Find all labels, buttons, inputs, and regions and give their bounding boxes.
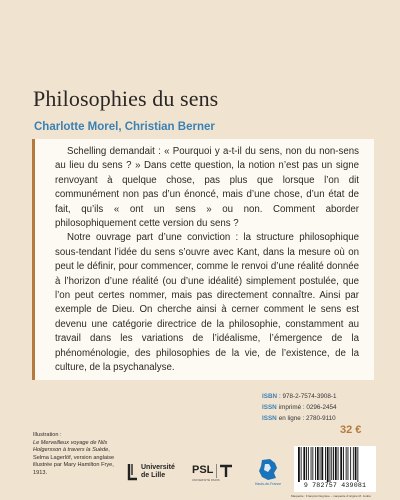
barcode-bar: [333, 447, 334, 480]
credits-rest: , Selma Lagerlöf, version anglaise illustrée par Mary Hamilton Frye, 1913.: [33, 447, 115, 476]
psl-label: PSL: [192, 464, 214, 476]
university-lille-logo: [127, 461, 175, 483]
blurb-paragraph-2: Notre ouvrage part d’une conviction : la structure philosophique sous-tendant l’idée du sens s’ouvre avec Kant, dans la mesure où on peut le définir, pour commencer, comme le renvoi d’une réalité donnée à l’horizon d’une réalité (ou d’une idéalité) simplement postulée, que l’on peut certes nommer, mais pas directement connaître. Ainsi par exemple de Dieu. On cherche ainsi à cerner comment le sens est devenu une catégorie directrice de la philosophie, constamment au travail dans les variations de l’idéalisme, l’émergence de la phénoménologie, des philosophies de la vie, de l’existence, de la culture, de la psychanalyse.: [55, 232, 359, 374]
barcode-digits: 9 782757 439081: [303, 482, 367, 489]
isbn-line: [262, 391, 374, 402]
barcode-bar: [312, 447, 313, 480]
isbn-key: ISBN: [262, 393, 278, 400]
barcode-bar: [355, 447, 357, 480]
barcode-bar: [331, 447, 332, 480]
barcode-bar: [301, 447, 302, 480]
issn-print-value: imprimé : 0296-2454: [278, 404, 337, 411]
barcode-bar: [350, 447, 351, 480]
price: 32 €: [340, 424, 362, 436]
barcode-bar: [346, 447, 347, 480]
barcode-bar: [353, 447, 354, 480]
barcode-bar: [317, 447, 319, 480]
barcode-bar: [330, 447, 331, 482]
region-logo: [253, 458, 283, 488]
barcode-bar: [357, 447, 358, 482]
psl-separator: [216, 464, 217, 478]
book-title: Philosophies du sens: [33, 86, 219, 111]
university-lille-mark-icon: [127, 462, 139, 482]
region-label: Hauts-de-France: [254, 482, 282, 486]
barcode-bar: [311, 447, 312, 480]
psl-t-mark-icon: [219, 464, 233, 478]
blurb-box: [32, 139, 374, 380]
barcode-bar: [306, 447, 307, 480]
blurb-paragraph-1: Schelling demandait : « Pourquoi y a-t-il du sens, non du non-sens au lieu du sens ? » Dans cette question, la notion n’est pas un signe renvoyant à quelque chose, pas plus que lorsque l’on dit communément non pas d’un énoncé, mais d’une chose, d’un état de fait, qu’ils « ont un sens » ou non. Comment aborder philosophiquement cette version du sens ?: [55, 146, 359, 230]
illustration-credits: [33, 432, 123, 478]
isbn-value: : 978-2-7574-3908-1: [279, 393, 337, 400]
barcode-bar: [335, 447, 337, 480]
barcode-bar: [298, 447, 300, 482]
credits-label: Illustration :: [33, 432, 62, 438]
barcode-bar: [327, 447, 329, 482]
credits-work: Le Merveilleux voyage de Nils Holgersson à travers la Suède: [33, 439, 109, 454]
issn-online-line: [262, 413, 374, 424]
barcode-bar: [343, 447, 344, 480]
psl-logo: [192, 462, 238, 484]
identifiers-block: [262, 391, 374, 424]
issn-online-key: ISSN: [262, 415, 277, 422]
issn-print-line: [262, 402, 374, 413]
issn-online-value: en ligne : 2780-9110: [278, 415, 336, 422]
psl-sublabel: UNIVERSITÉ PARIS: [192, 478, 220, 482]
barcode-bar: [325, 447, 326, 480]
issn-print-key: ISSN: [262, 404, 277, 411]
barcode-bar: [340, 447, 342, 480]
barcode-bar: [308, 447, 309, 480]
barcode-bar: [315, 447, 316, 480]
book-authors: Charlotte Morel, Christian Berner: [34, 121, 215, 133]
hauts-de-france-map-icon: [253, 458, 283, 482]
barcode-bar: [338, 447, 339, 480]
maquette-credit: Maquette : François Degrave – maquette d’origine M. Joubé: [291, 494, 371, 498]
barcode-bar: [348, 447, 349, 480]
barcode: [294, 446, 376, 492]
university-lille-label: Université de Lille: [141, 464, 175, 479]
barcode-bars: [294, 446, 376, 482]
barcode-bar: [303, 447, 305, 480]
barcode-bar: [320, 447, 321, 480]
barcode-bar: [321, 447, 323, 480]
